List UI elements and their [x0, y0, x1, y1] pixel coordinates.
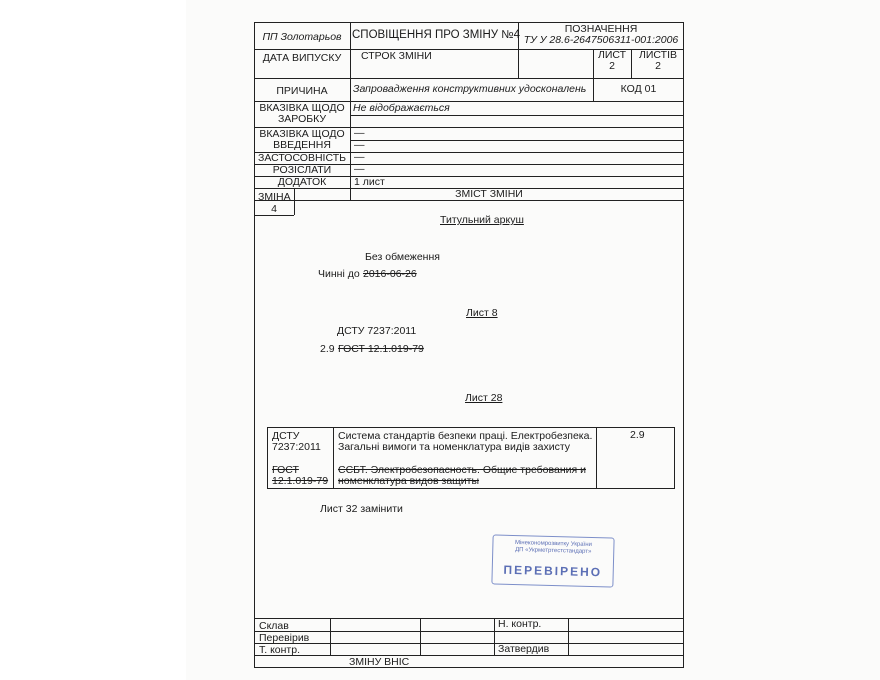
table-vline — [596, 427, 597, 489]
sheet8-heading: Лист 8 — [466, 307, 498, 319]
footer-vline — [420, 618, 421, 655]
organization: ПП Золотарьов — [262, 31, 342, 43]
appendix-label: ДОДАТОК — [277, 176, 327, 188]
table-code-new-1: ДСТУ — [272, 430, 300, 442]
table-code-new-2: 7237:2011 — [272, 441, 321, 453]
table-vline — [333, 427, 334, 489]
footer-checked: Перевірив — [259, 632, 310, 644]
header-vline — [350, 22, 351, 200]
footer-line — [254, 655, 684, 656]
footer-vline — [330, 618, 331, 655]
table-name-new-1: Система стандартів безпеки праці. Електробезпека. — [338, 430, 593, 442]
applicability-value: — — [354, 151, 365, 163]
no-limit-text: Без обмеження — [365, 251, 440, 263]
header-line — [350, 115, 684, 116]
designation-label: ПОЗНАЧЕННЯ — [564, 23, 638, 35]
sheet-value: 2 — [609, 60, 615, 72]
gost-struck: ГОСТ 12.1.019-79 — [338, 343, 424, 355]
table-code-old-1: ГОСТ — [272, 464, 299, 476]
change-value: 4 — [271, 203, 277, 215]
applicability-label: ЗАСТОСОВНІСТЬ — [257, 152, 347, 164]
footer-n-control: Н. контр. — [498, 618, 542, 630]
sheets-label: ЛИСТІВ — [638, 49, 677, 61]
footer-composed: Склав — [259, 620, 289, 632]
table-name-old-2: номенклатура видов защиты — [338, 475, 480, 487]
header-vline — [294, 188, 295, 215]
document-title: СПОВІЩЕННЯ ПРО ЗМІНУ №4 — [352, 29, 521, 41]
stamp-verified: ПЕРЕВІРЕНО — [503, 562, 603, 580]
footer-line — [254, 631, 684, 632]
valid-until-struck: 2016-06-26 — [363, 268, 417, 280]
footer-vline — [568, 618, 569, 655]
content-label: ЗМІСТ ЗМІНИ — [455, 188, 523, 200]
stamp-line-2: ДП «Укрметртестстандарт» — [515, 547, 592, 556]
footer-vline — [494, 618, 495, 655]
table-ref: 2.9 — [630, 429, 645, 441]
code-value: КОД 01 — [620, 83, 657, 95]
intro-label: ВКАЗІВКА ЩОДО ВВЕДЕННЯ — [259, 128, 345, 151]
footer-made-change: ЗМІНУ ВНІС — [349, 656, 410, 668]
designation-value: ТУ У 28.6-2647506311-001:2006 — [523, 34, 679, 46]
table-name-new-2: Загальні вимоги та номенклатура видів захисту — [338, 441, 571, 453]
change-label: ЗМІНА — [258, 191, 291, 203]
stamp-line-1: Мінекономрозвитку України — [514, 539, 592, 549]
distribute-label: РОЗІСЛАТИ — [272, 164, 332, 176]
header-line — [350, 140, 684, 141]
header-vline — [631, 49, 632, 78]
distribute-value: — — [354, 163, 365, 175]
replace-note: Лист 32 замінити — [320, 503, 403, 515]
header-vline — [593, 49, 594, 101]
header-line — [254, 215, 294, 216]
footer-approved: Затвердив — [498, 643, 550, 655]
footer-line — [254, 618, 684, 619]
intro-value-2: — — [354, 139, 365, 151]
dstu-new: ДСТУ 7237:2011 — [337, 325, 417, 337]
sheet-label: ЛИСТ — [597, 49, 627, 61]
intro-value-1: — — [354, 127, 365, 139]
backlog-value: Не відображається — [353, 102, 450, 114]
change-term-label: СТРОК ЗМІНИ — [361, 50, 432, 62]
header-line — [254, 200, 684, 201]
sheets-value: 2 — [655, 60, 661, 72]
sheet28-heading: Лист 28 — [465, 392, 503, 404]
table-code-old-2: 12.1.019-79 — [272, 475, 329, 487]
reason-value: Запровадження конструктивних удосконалень — [353, 83, 587, 95]
release-date-label: ДАТА ВИПУСКУ — [262, 52, 342, 64]
footer-line — [254, 643, 684, 644]
appendix-value: 1 лист — [354, 176, 385, 188]
item-number: 2.9 — [320, 343, 335, 355]
table-name-old-1: ССБТ. Электробезопасность. Общие требования и — [338, 464, 586, 476]
header-line — [254, 78, 684, 79]
valid-until-label: Чинні до — [318, 268, 360, 280]
reason-label: ПРИЧИНА — [276, 85, 328, 97]
title-sheet-heading: Титульний аркуш — [440, 214, 524, 226]
verification-stamp — [491, 534, 614, 587]
footer-t-control: Т. контр. — [259, 644, 301, 656]
backlog-label: ВКАЗІВКА ЩОДО ЗАРОБКУ — [259, 102, 345, 125]
